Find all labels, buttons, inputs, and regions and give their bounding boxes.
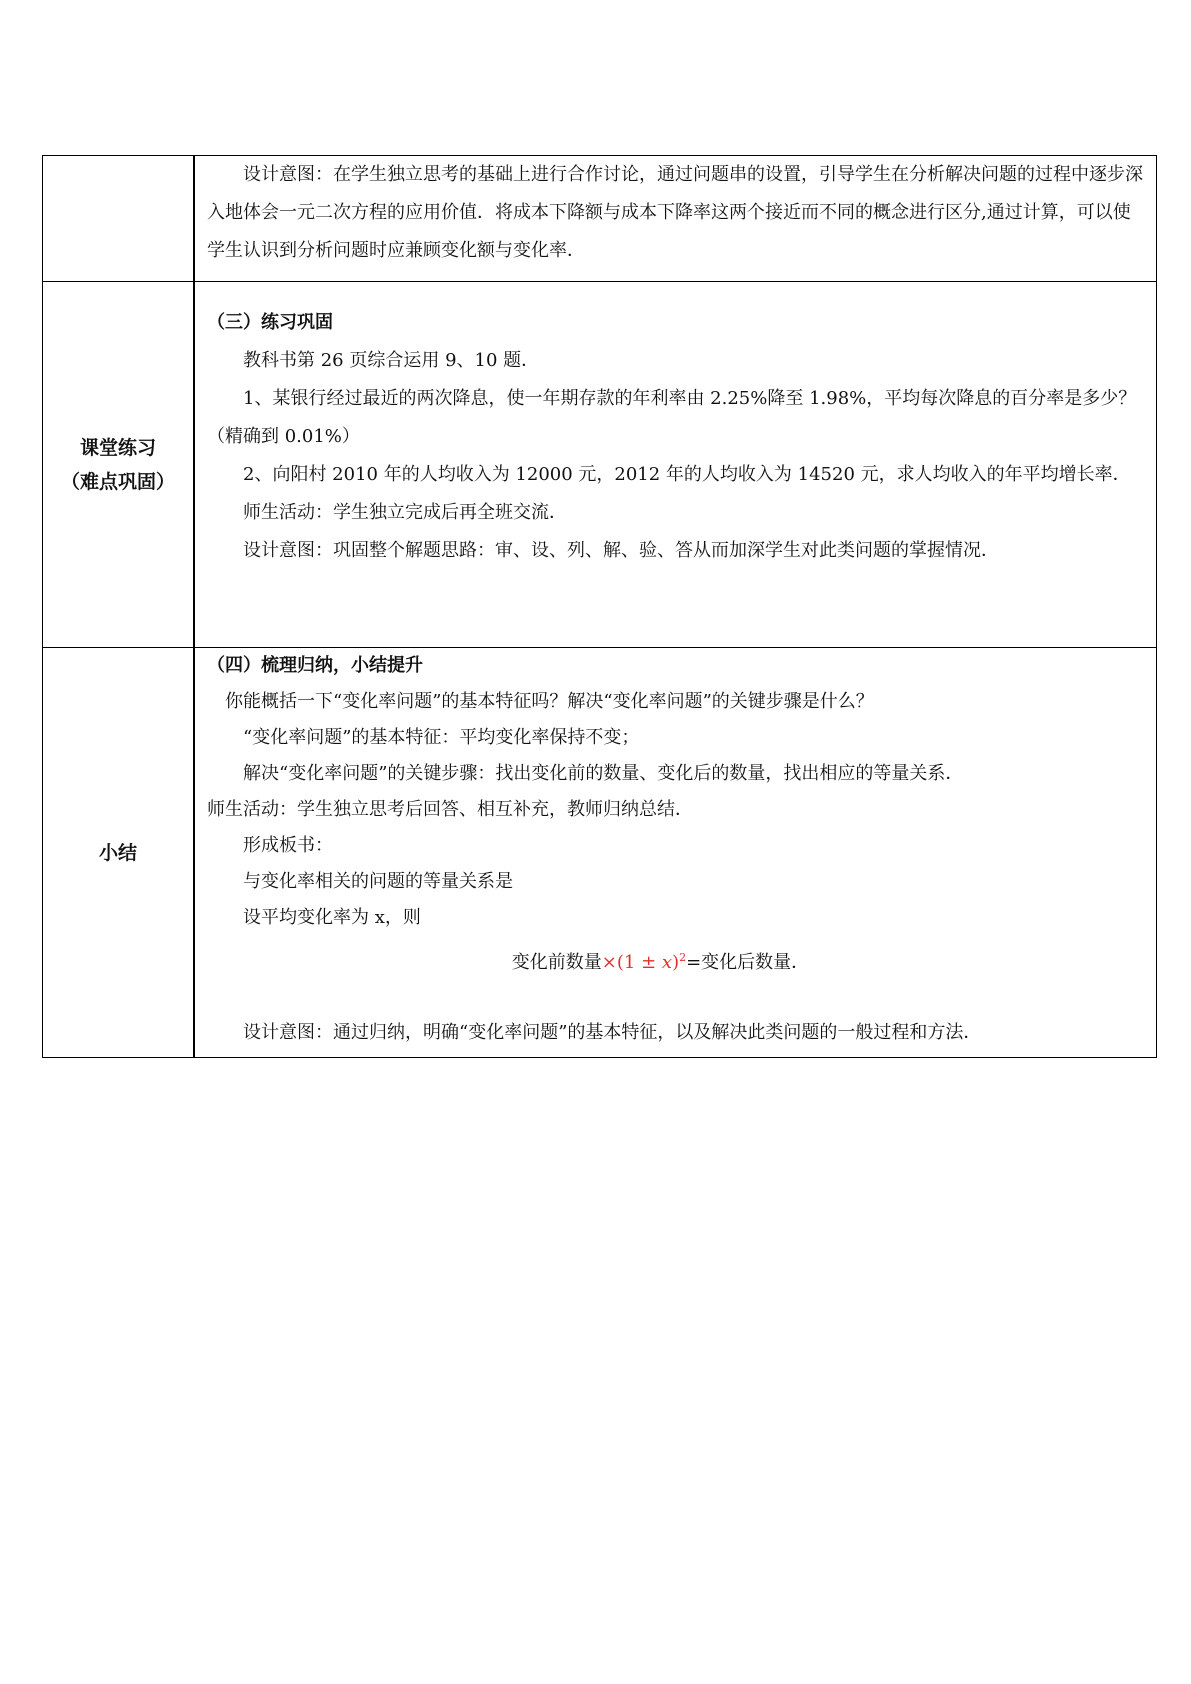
- exercise-1: 1、某银行经过最近的两次降息，使一年期存款的年利率由 2.25%降至 1.98%，平均每次降息的百分率是多少？（精确到 0.01%）: [207, 388, 1137, 447]
- board-label: 形成板书：: [243, 835, 333, 856]
- label-practice: 课堂练习: [79, 436, 156, 459]
- let-statement: 设平均变化率为 x，则: [243, 907, 421, 928]
- relation-text: 与变化率相关的问题的等量关系是: [243, 871, 513, 892]
- formula-before: 变化前数量: [511, 952, 602, 973]
- content-cell: [194, 156, 1157, 282]
- section-heading: （四）梳理归纳，小结提升: [207, 655, 423, 676]
- design-intent-paragraph: 设计意图：在学生独立思考的基础上进行合作讨论，通过问题串的设置，引导学生在分析解决问题的过程中逐步深入地体会一元二次方程的应用价值．将成本下降额与成本下降率这两个接近而不同的概念进行区分,通过计算，可以使学生认识到分析问题时应兼顾变化额与变化率．: [207, 164, 1143, 261]
- content-cell: [194, 282, 1157, 648]
- table-row: [43, 282, 1157, 648]
- activity-paragraph: 师生活动：学生独立思考后回答、相互补充，教师归纳总结．: [207, 799, 693, 820]
- formula-math: ×(1 ± x): [601, 952, 680, 973]
- row-label-summary: 小结: [43, 648, 195, 1058]
- table-row: [43, 648, 1157, 1058]
- activity-paragraph: 师生活动：学生独立完成后再全班交流．: [243, 502, 567, 523]
- label-practice-sub: （难点巩固）: [60, 470, 175, 493]
- formula-exponent: 2: [679, 951, 687, 964]
- formula-after: =变化后数量．: [686, 952, 810, 973]
- row-label-practice: [43, 282, 195, 648]
- lesson-plan-table: [42, 155, 1157, 1058]
- textbook-exercise: 教科书第 26 页综合运用 9、10 题．: [243, 350, 540, 371]
- equation: [207, 940, 1144, 981]
- key-steps: 解决“变化率问题”的关键步骤：找出变化前的数量、变化后的数量，找出相应的等量关系．: [243, 763, 964, 784]
- design-intent-paragraph: 设计意图：通过归纳，明确“变化率问题”的基本特征，以及解决此类问题的一般过程和方法．: [243, 1022, 982, 1043]
- summary-question: 你能概括一下“变化率问题”的基本特征吗？解决“变化率问题”的关键步骤是什么？: [225, 691, 874, 712]
- exercise-2: 2、向阳村 2010 年的人均收入为 12000 元，2012 年的人均收入为 14520 元，求人均收入的年平均增长率．: [243, 464, 1131, 485]
- content-cell: [194, 648, 1157, 1058]
- row-label-empty: [43, 156, 195, 282]
- design-intent-paragraph: 设计意图：巩固整个解题思路：审、设、列、解、验、答从而加深学生对此类问题的掌握情况．: [243, 540, 999, 561]
- basic-feature: “变化率问题”的基本特征：平均变化率保持不变；: [243, 727, 640, 748]
- section-heading: （三）练习巩固: [207, 312, 333, 333]
- table-row: [43, 156, 1157, 282]
